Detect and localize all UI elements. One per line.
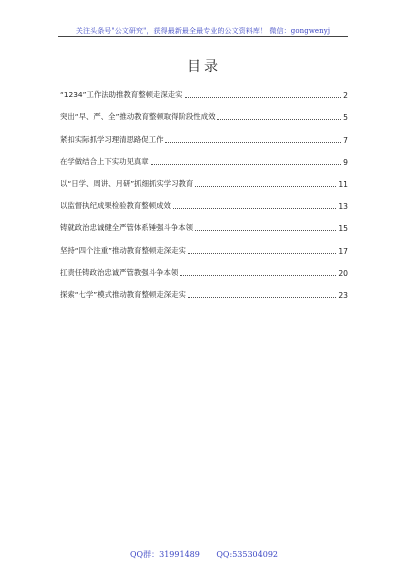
toc-leader-dots — [165, 142, 341, 143]
toc-entry-title: 铸就政治忠诚健全严管体系锤强斗争本领 — [60, 223, 194, 233]
toc-entry[interactable] — [60, 167, 348, 189]
toc-entry-title: 紧扣实际抓学习理清思路促工作 — [60, 134, 164, 144]
toc-entry-title: 探索“七学”模式推动教育整顿走深走实 — [60, 289, 186, 299]
toc-entry[interactable] — [60, 189, 348, 211]
header-rule — [58, 36, 348, 37]
toc-leader-dots — [195, 230, 336, 231]
page-title: 目录 — [187, 59, 221, 75]
toc-entry-page: 20 — [338, 268, 348, 278]
toc-entry-page: 13 — [338, 202, 348, 212]
toc-entry-title: 坚持“四个注重”推动教育整顿走深走实 — [60, 245, 186, 255]
toc-leader-dots — [195, 186, 336, 187]
toc-entry-page: 7 — [343, 135, 348, 145]
toc-entry-title: “1234”工作法助推教育整顿走深走实 — [60, 90, 183, 100]
page-footer: QQ群：31991489 QQ:535304092 — [130, 550, 278, 559]
toc-leader-dots — [185, 97, 342, 98]
toc-leader-dots — [188, 297, 336, 298]
toc-leader-dots — [151, 164, 341, 165]
toc-leader-dots — [180, 275, 336, 276]
toc-entry-page: 17 — [338, 246, 348, 256]
toc-leader-dots — [217, 119, 341, 120]
toc-entry-title: 以监督执纪成果检验教育整顿成效 — [60, 201, 171, 211]
toc-entry-title: 在学做结合上下实功见真章 — [60, 156, 149, 166]
table-of-contents — [60, 78, 348, 300]
toc-entry-page: 5 — [343, 113, 348, 123]
page-header: 关注头条号"公文研究"，获得最新最全最专业的公文资料库！ 微信：gongwenyj — [75, 27, 331, 35]
toc-leader-dots — [173, 208, 336, 209]
toc-entry-page: 11 — [338, 179, 348, 189]
toc-entry[interactable] — [60, 233, 348, 255]
toc-entry-page: 2 — [343, 91, 348, 101]
toc-entry-page: 23 — [338, 290, 348, 300]
toc-leader-dots — [188, 253, 336, 254]
toc-entry-page: 15 — [338, 224, 348, 234]
toc-entry[interactable] — [60, 145, 348, 167]
toc-entry[interactable] — [60, 278, 348, 300]
toc-entry-title: 突出“早、严、全”推动教育整顿取得阶段性成效 — [60, 112, 216, 122]
toc-entry[interactable] — [60, 122, 348, 144]
toc-entry[interactable] — [60, 100, 348, 122]
toc-entry[interactable] — [60, 78, 348, 100]
toc-entry-title: 扛责任铸政治忠诚严管教强斗争本领 — [60, 267, 179, 277]
toc-entry-page: 9 — [343, 157, 348, 167]
toc-entry-title: 以“日学、周讲、月研”抓细抓实学习教育 — [60, 178, 194, 188]
toc-entry[interactable] — [60, 211, 348, 233]
toc-entry[interactable] — [60, 256, 348, 278]
